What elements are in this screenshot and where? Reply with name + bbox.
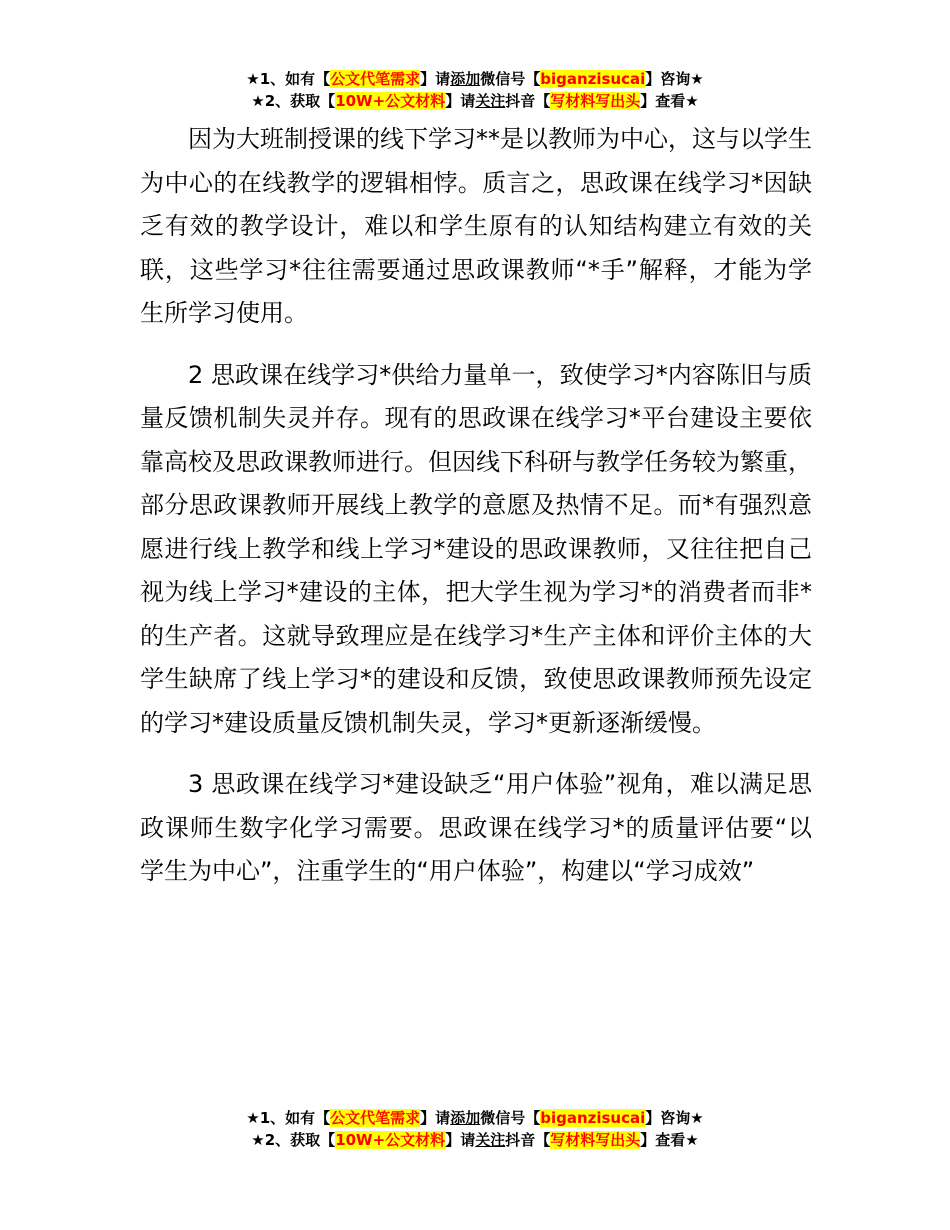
paragraph: 2 思政课在线学习*供给力量单一，致使学习*内容陈旧与质量反馈机制失灵并存。现有的思政课在线学习*平台建设主要依靠高校及思政课教师进行。但因线下科研与教学任务较为繁重，部分思政课教师开展线上教学的意愿及热情不足。而*有强烈意愿进行线上教学和线上学习*建设的思政课教师，又往往把自己视为线上学习*建设的主体，把大学生视为学习*的消费者而非*的生产者。这就导致理应是在线学习*生产主体和评价主体的大学生缺席了线上学习*的建设和反馈，致使思政课教师预先设定的学习*建设质量反馈机制失灵，学习*更新逐渐缓慢。	[140, 360, 812, 737]
document-body	[140, 118, 812, 912]
highlight-douyin: 写材料写出头	[550, 1131, 641, 1149]
highlight-materials: 10W+公文材料	[335, 92, 446, 110]
highlight-wechat-id: biganzisucai	[540, 1109, 646, 1127]
highlight-service: 公文代笔需求	[330, 1109, 421, 1127]
banner-line-2: ★2、获取【10W+公文材料】请关注抖音【写材料写出头】查看★	[251, 1131, 699, 1149]
banner-line-1: ★1、如有【公文代笔需求】请添加微信号【biganzisucai】咨询★	[246, 70, 704, 88]
highlight-douyin: 写材料写出头	[550, 92, 641, 110]
highlight-wechat-id: biganzisucai	[540, 70, 646, 88]
paragraph: 3 思政课在线学习*建设缺乏“用户体验”视角，难以满足思政课师生数字化学习需要。思政课在线学习*的质量评估要“以学生为中心”，注重学生的“用户体验”，构建以“学习成效”	[140, 770, 812, 885]
header-banner	[0, 68, 950, 112]
highlight-materials: 10W+公文材料	[335, 1131, 446, 1149]
paragraph: 因为大班制授课的线下学习**是以教师为中心，这与以学生为中心的在线教学的逻辑相悖。质言之，思政课在线学习*因缺乏有效的教学设计，难以和学生原有的认知结构建立有效的关联，这些学习*往往需要通过思政课教师“*手”解释，才能为学生所学习使用。	[140, 125, 812, 327]
banner-line-1: ★1、如有【公文代笔需求】请添加微信号【biganzisucai】咨询★	[246, 1109, 704, 1127]
banner-line-2: ★2、获取【10W+公文材料】请关注抖音【写材料写出头】查看★	[251, 92, 699, 110]
highlight-service: 公文代笔需求	[330, 70, 421, 88]
footer-banner	[0, 1107, 950, 1151]
